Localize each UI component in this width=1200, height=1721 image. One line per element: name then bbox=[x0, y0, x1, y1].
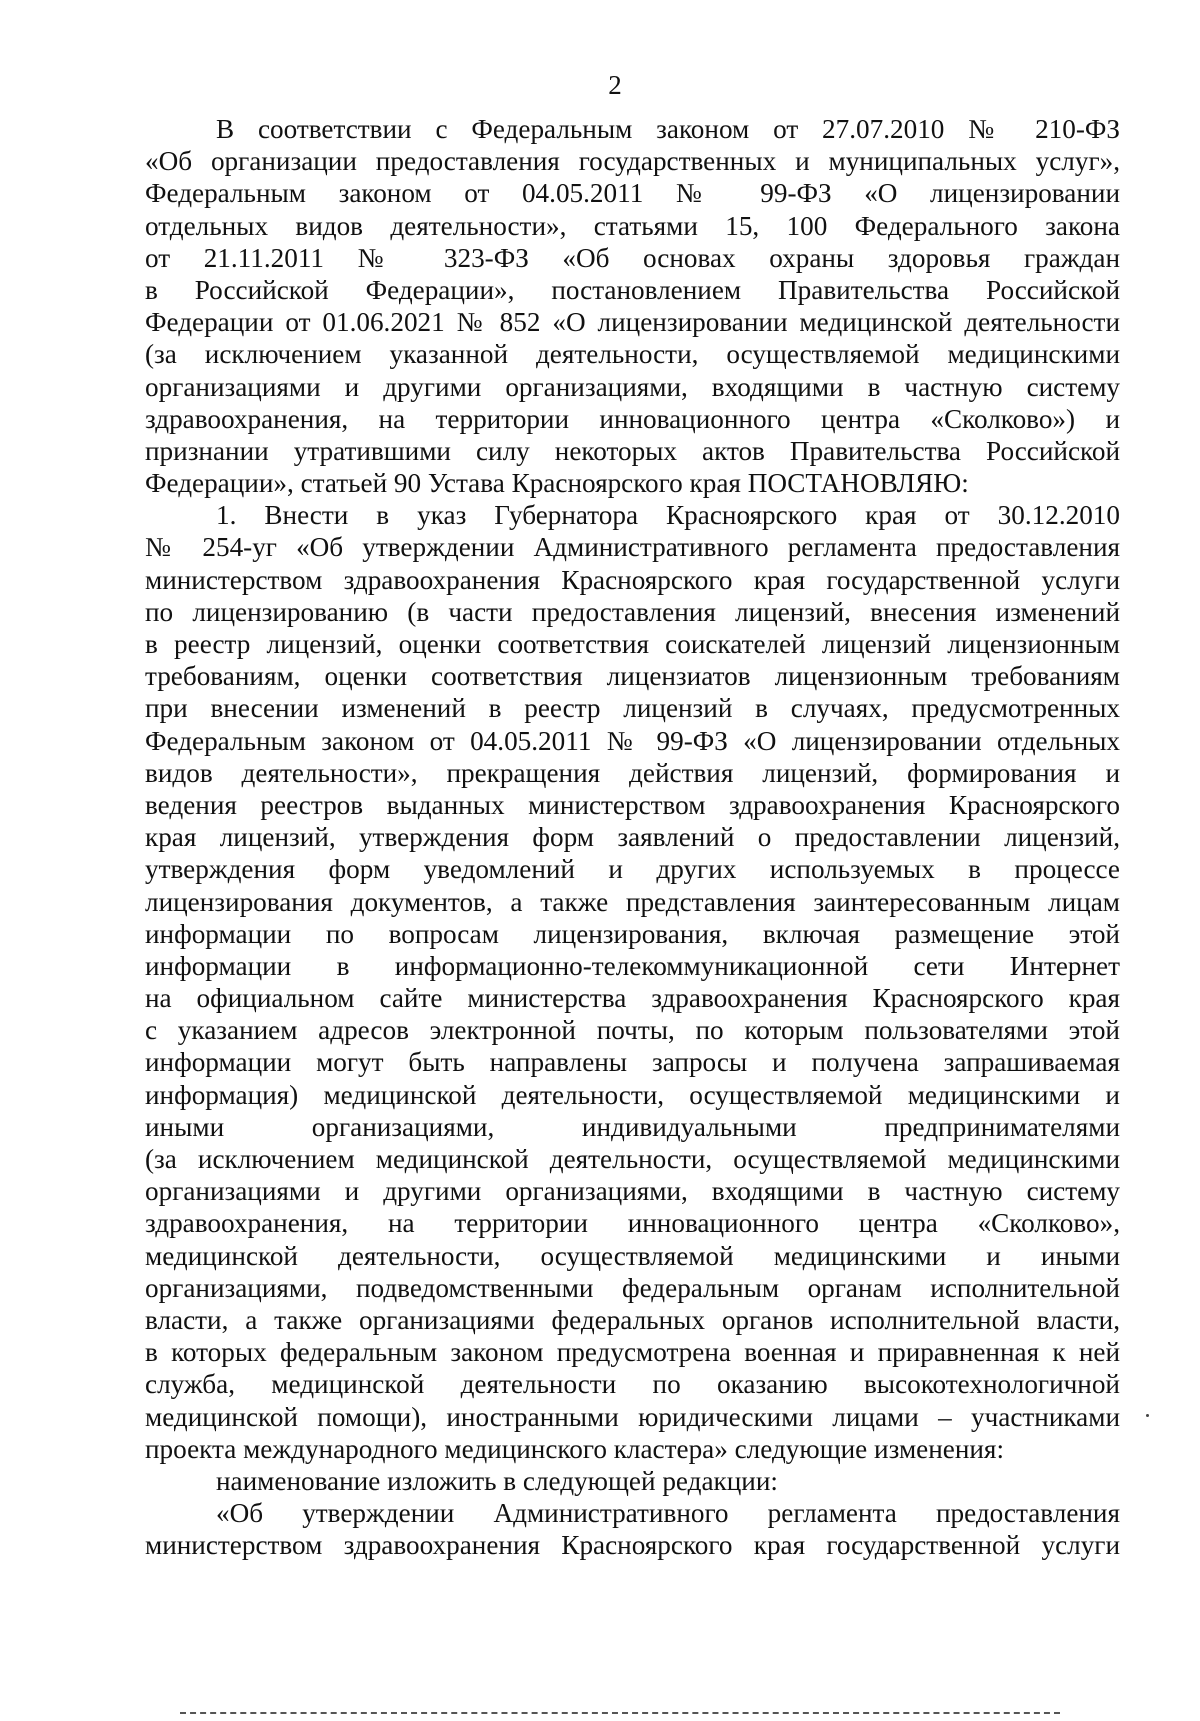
text-line: министерством здравоохранения Красноярского края государственной услуги bbox=[145, 564, 1120, 595]
text-line: с указанием адресов электронной почты, по которым пользователями этой bbox=[145, 1015, 1120, 1046]
text-line: проекта международного медицинского кластера» следующие изменения: bbox=[145, 1433, 1004, 1464]
text-line: Федерации», статьей 90 Устава Красноярского края ПОСТАНОВЛЯЮ: bbox=[145, 468, 969, 499]
text-line: от 21.11.2011 № 323-ФЗ «Об основах охраны здоровья граждан bbox=[145, 242, 1120, 273]
text-line: медицинской деятельности, осуществляемой медицинскими и иными bbox=[145, 1240, 1120, 1271]
text-line: «Об организации предоставления государственных и муниципальных услуг», bbox=[145, 146, 1120, 177]
text-line: лицензирования документов, а также представления заинтересованным лицам bbox=[145, 886, 1120, 917]
text-line: информации могут быть направлены запросы и получена запрашиваемая bbox=[145, 1047, 1120, 1078]
text-line: на официальном сайте министерства здравоохранения Красноярского края bbox=[145, 983, 1120, 1014]
text-line: в которых федеральным законом предусмотрена военная и приравненная к ней bbox=[145, 1337, 1120, 1368]
page-number: 2 bbox=[608, 70, 622, 100]
text-line: здравоохранения, на территории инновационного центра «Сколково», bbox=[145, 1208, 1120, 1239]
text-line: иными организациями, индивидуальными предпринимателями bbox=[145, 1111, 1120, 1142]
text-line: Федерации от 01.06.2021 № 852 «О лицензировании медицинской деятельности bbox=[145, 307, 1120, 338]
text-line: информации по вопросам лицензирования, включая размещение этой bbox=[145, 918, 1120, 949]
text-line: Федеральным законом от 04.05.2011 № 99-ФЗ «О лицензировании отдельных bbox=[145, 725, 1120, 756]
text-line: министерством здравоохранения Красноярского края государственной услуги bbox=[145, 1530, 1120, 1561]
text-line: Федеральным законом от 04.05.2011 № 99-ФЗ «О лицензировании bbox=[145, 178, 1120, 209]
text-line: власти, а также организациями федеральных органов исполнительной власти, bbox=[145, 1304, 1120, 1335]
text-line: организациями и другими организациями, входящими в частную систему bbox=[145, 1176, 1120, 1207]
text-line: при внесении изменений в реестр лицензий в случаях, предусмотренных bbox=[145, 693, 1120, 724]
text-line: по лицензированию (в части предоставления лицензий, внесения изменений bbox=[145, 596, 1120, 627]
text-line: в реестр лицензий, оценки соответствия соискателей лицензий лицензионным bbox=[145, 629, 1120, 659]
scan-speck bbox=[1146, 1414, 1149, 1417]
text-line: медицинской помощи), иностранными юридическими лицами – участниками bbox=[145, 1401, 1120, 1432]
text-line: организациями, подведомственными федеральным органам исполнительной bbox=[145, 1272, 1120, 1303]
text-line: информация) медицинской деятельности, осуществляемой медицинскими и bbox=[145, 1079, 1120, 1110]
text-line: 1. Внести в указ Губернатора Красноярского края от 30.12.2010 bbox=[216, 500, 1120, 531]
document-body bbox=[145, 113, 1120, 1561]
text-line: В соответствии с Федеральным законом от 27.07.2010 № 210-ФЗ bbox=[216, 114, 1120, 144]
bottom-rule bbox=[180, 1712, 1060, 1714]
text-line: отдельных видов деятельности», статьями 15, 100 Федерального закона bbox=[145, 210, 1120, 241]
text-line: (за исключением указанной деятельности, осуществляемой медицинскими bbox=[145, 339, 1120, 370]
text-line: в Российской Федерации», постановлением Правительства Российской bbox=[145, 274, 1120, 305]
text-line: служба, медицинской деятельности по оказанию высокотехнологичной bbox=[145, 1369, 1120, 1400]
text-line: ведения реестров выданных министерством здравоохранения Красноярского bbox=[145, 789, 1120, 820]
text-line: края лицензий, утверждения форм заявлений о предоставлении лицензий, bbox=[145, 822, 1120, 853]
text-line: требованиям, оценки соответствия лицензиатов лицензионным требованиям bbox=[145, 661, 1120, 692]
text-line: здравоохранения, на территории инновационного центра «Сколково») и bbox=[145, 403, 1120, 434]
text-line: признании утратившими силу некоторых актов Правительства Российской bbox=[145, 435, 1120, 466]
text-line: утверждения форм уведомлений и других используемых в процессе bbox=[145, 854, 1120, 885]
text-line: (за исключением медицинской деятельности, осуществляемой медицинскими bbox=[145, 1144, 1120, 1174]
text-line: организациями и другими организациями, входящими в частную систему bbox=[145, 371, 1120, 402]
text-line: наименование изложить в следующей редакции: bbox=[216, 1465, 778, 1496]
text-line: «Об утверждении Административного регламента предоставления bbox=[216, 1498, 1120, 1529]
text-line: № 254-уг «Об утверждении Административного регламента предоставления bbox=[145, 532, 1120, 563]
text-line: видов деятельности», прекращения действия лицензий, формирования и bbox=[145, 757, 1120, 788]
text-line: информации в информационно-телекоммуникационной сети Интернет bbox=[145, 950, 1120, 981]
